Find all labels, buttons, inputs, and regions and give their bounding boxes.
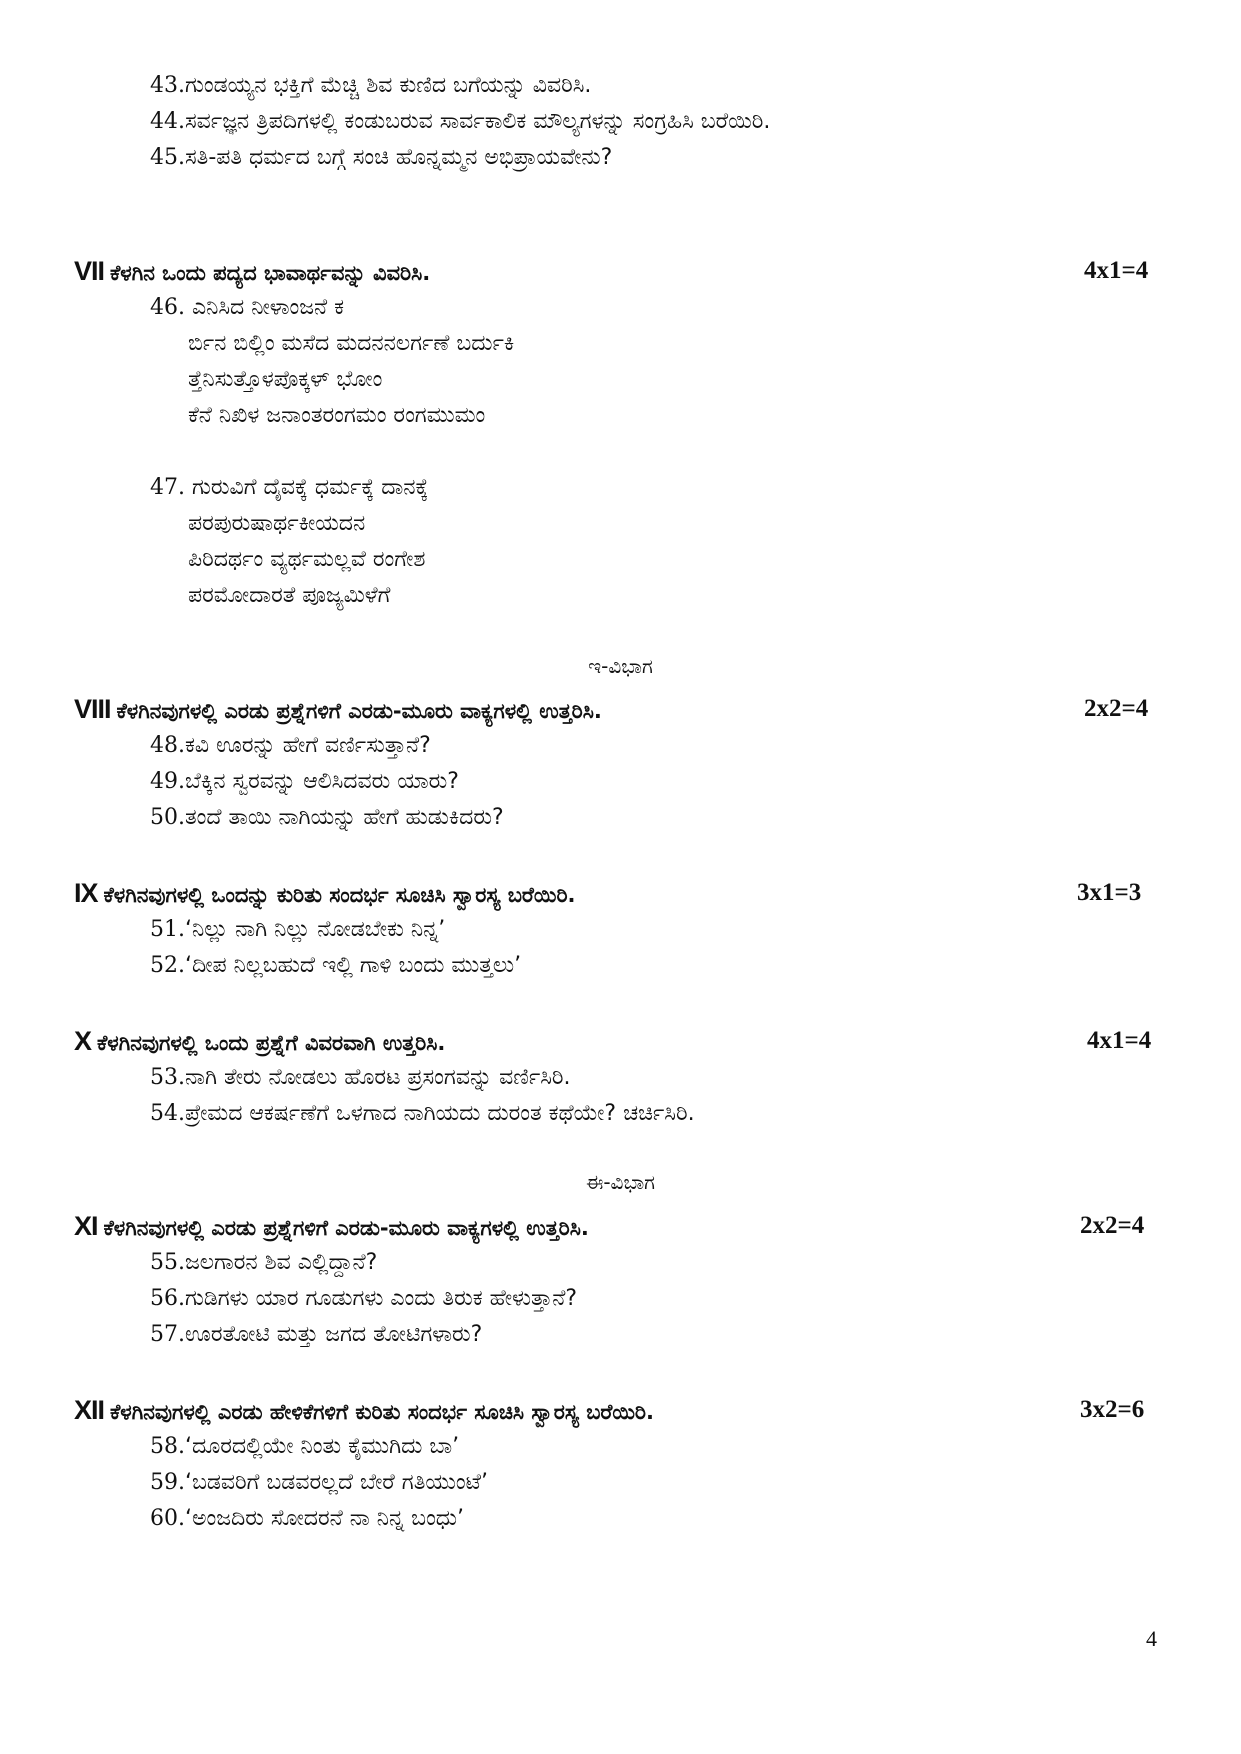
section-roman: XII	[74, 1395, 105, 1425]
question-text: ‘ಬಡವರಿಗೆ ಬಡವರಲ್ಲದೆ ಬೇರೆ ಗತಿಯುಂಟೆ’	[185, 1470, 488, 1495]
section-viii-heading	[74, 693, 602, 727]
section-x-marks: 4x1=4	[1087, 1027, 1152, 1054]
section-divider-i: ಇ-ವಿಭಾಗ	[588, 654, 653, 678]
section-vii-marks: 4x1=4	[1084, 257, 1149, 284]
question-52	[150, 952, 521, 980]
section-xii-heading	[74, 1394, 654, 1428]
question-number: 54.	[150, 1101, 185, 1126]
poem-line: ಗುರುವಿಗೆ ದೈವಕ್ಕೆ ಧರ್ಮಕ್ಕೆ ದಾನಕ್ಕೆ	[192, 475, 429, 500]
question-number: 57.	[150, 1322, 185, 1347]
question-text: ‘ದೂರದಲ್ಲಿಯೇ ನಿಂತು ಕೈಮುಗಿದು ಬಾ’	[185, 1434, 460, 1459]
question-number: 44.	[150, 109, 185, 134]
poem-46-line-3: ತ್ತೆನಿಸುತ್ತೊಳಪೊಕ್ಕಳ್ ಭೋಂ	[188, 367, 383, 392]
question-number: 49.	[150, 769, 185, 794]
question-number: 56.	[150, 1286, 185, 1311]
page-number: 4	[1146, 1626, 1157, 1651]
question-51	[150, 916, 445, 944]
question-number: 43.	[150, 73, 185, 98]
question-text: ಗುಡಿಗಳು ಯಾರ ಗೂಡುಗಳು ಎಂದು ತಿರುಕ ಹೇಳುತ್ತಾನೆ?	[185, 1286, 578, 1311]
poem-47-line-3: ಪಿರಿದರ್ಥಂ ವ್ಯರ್ಥಮಲ್ಲವೆ ರಂಗೇಶ	[188, 547, 426, 572]
section-roman: IX	[74, 878, 98, 908]
section-roman: XI	[74, 1211, 98, 1241]
question-48	[150, 732, 431, 760]
question-number: 47.	[150, 475, 185, 500]
question-45	[150, 144, 612, 172]
question-number: 58.	[150, 1434, 185, 1459]
poem-47-line-1	[150, 474, 428, 502]
question-58	[150, 1433, 459, 1461]
question-text: ಸತಿ-ಪತಿ ಧರ್ಮದ ಬಗ್ಗೆ ಸಂಚಿ ಹೊನ್ನಮ್ಮನ ಅಭಿಪ್ರಾಯವೇನು?	[185, 145, 613, 170]
poem-46-line-4: ಕೆನೆ ನಿಖಿಳ ಜನಾಂತರಂಗಮಂ ರಂಗಮುಮಂ	[188, 403, 486, 428]
section-divider-ee: ಈ-ವಿಭಾಗ	[585, 1170, 656, 1194]
section-x-heading	[74, 1025, 445, 1059]
section-xii-marks: 3x2=6	[1080, 1396, 1145, 1423]
section-roman: X	[74, 1026, 92, 1056]
poem-47-line-4: ಪರಮೋದಾರತೆ ಪೂಜ್ಯಮಿಳೆಗೆ	[188, 583, 391, 608]
question-text: ಊರತೋಟಿ ಮತ್ತು ಜಗದ ತೋಟಿಗಳಾರು?	[185, 1322, 483, 1347]
poem-46-line-1	[150, 294, 344, 322]
section-vii-heading	[74, 255, 430, 289]
section-ix-heading	[74, 877, 576, 911]
question-55	[150, 1249, 377, 1277]
question-number: 48.	[150, 733, 185, 758]
question-text: ‘ನಿಲ್ಲು ನಾಗಿ ನಿಲ್ಲು ನೋಡಬೇಕು ನಿನ್ನ’	[185, 917, 446, 942]
question-56	[150, 1285, 577, 1313]
section-xi-marks: 2x2=4	[1080, 1212, 1145, 1239]
question-text: ತಂದೆ ತಾಯಿ ನಾಗಿಯನ್ನು ಹೇಗೆ ಹುಡುಕಿದರು?	[185, 805, 504, 830]
poem-line: ಎನಿಸಿದ ನೀಳಾಂಜನೆ ಕ	[192, 295, 345, 320]
question-number: 52.	[150, 953, 185, 978]
question-54	[150, 1100, 695, 1128]
section-instruction: ಕೆಳಗಿನವುಗಳಲ್ಲಿ ಎರಡು ಪ್ರಶ್ನೆಗಳಿಗೆ ಎರಡು-ಮೂರು ವಾಕ್ಯಗಳಲ್ಲಿ ಉತ್ತರಿಸಿ.	[103, 1216, 589, 1240]
question-number: 53.	[150, 1065, 185, 1090]
question-number: 55.	[150, 1250, 185, 1275]
section-ix-marks: 3x1=3	[1077, 879, 1142, 906]
section-xi-heading	[74, 1210, 589, 1244]
section-roman: VIII	[74, 694, 111, 724]
question-text: ಸರ್ವಜ್ಞನ ತ್ರಿಪದಿಗಳಲ್ಲಿ ಕಂಡುಬರುವ ಸಾರ್ವಕಾಲಿಕ ಮೌಲ್ಯಗಳನ್ನು ಸಂಗ್ರಹಿಸಿ ಬರೆಯಿರಿ.	[185, 109, 771, 134]
question-number: 51.	[150, 917, 185, 942]
question-text: ನಾಗಿ ತೇರು ನೋಡಲು ಹೊರಟ ಪ್ರಸಂಗವನ್ನು ವರ್ಣಿಸಿರಿ.	[185, 1065, 571, 1090]
question-number: 45.	[150, 145, 185, 170]
question-number: 50.	[150, 805, 185, 830]
question-44	[150, 108, 770, 136]
poem-47-line-2: ಪರಪುರುಷಾರ್ಥಕೀಯದನ	[188, 511, 366, 536]
question-59	[150, 1469, 488, 1497]
section-instruction: ಕೆಳಗಿನವುಗಳಲ್ಲಿ ಒಂದನ್ನು ಕುರಿತು ಸಂದರ್ಭ ಸೂಚಿಸಿ ಸ್ವಾರಸ್ಯ ಬರೆಯಿರಿ.	[103, 883, 576, 907]
section-instruction: ಕೆಳಗಿನವುಗಳಲ್ಲಿ ಎರಡು ಹೇಳಿಕೆಗಳಿಗೆ ಕುರಿತು ಸಂದರ್ಭ ಸೂಚಿಸಿ ಸ್ವಾರಸ್ಯ ಬರೆಯಿರಿ.	[110, 1400, 654, 1424]
section-instruction: ಕೆಳಗಿನವುಗಳಲ್ಲಿ ಎರಡು ಪ್ರಶ್ನೆಗಳಿಗೆ ಎರಡು-ಮೂರು ವಾಕ್ಯಗಳಲ್ಲಿ ಉತ್ತರಿಸಿ.	[116, 699, 602, 723]
question-text: ‘ಅಂಜದಿರು ಸೋದರನೆ ನಾ ನಿನ್ನ ಬಂಧು’	[185, 1506, 465, 1531]
question-text: ಗುಂಡಯ್ಯನ ಭಕ್ತಿಗೆ ಮೆಚ್ಚಿ ಶಿವ ಕುಣಿದ ಬಗೆಯನ್ನು ವಿವರಿಸಿ.	[185, 73, 592, 98]
question-43	[150, 72, 591, 100]
section-roman: VII	[74, 256, 105, 286]
question-text: ಬೆಕ್ಕಿನ ಸ್ವರವನ್ನು ಆಲಿಸಿದವರು ಯಾರು?	[185, 769, 459, 794]
question-text: ‘ದೀಪ ನಿಲ್ಲಬಹುದೆ ಇಲ್ಲಿ ಗಾಳಿ ಬಂದು ಮುತ್ತಲು’	[185, 953, 522, 978]
question-text: ಕವಿ ಊರನ್ನು ಹೇಗೆ ವರ್ಣಿಸುತ್ತಾನೆ?	[185, 733, 431, 758]
question-57	[150, 1321, 482, 1349]
section-instruction: ಕೆಳಗಿನ ಒಂದು ಪದ್ಯದ ಭಾವಾರ್ಥವನ್ನು ವಿವರಿಸಿ.	[110, 261, 431, 285]
question-number: 46.	[150, 295, 185, 320]
question-number: 59.	[150, 1470, 185, 1495]
question-number: 60.	[150, 1506, 185, 1531]
poem-46-line-2: ರ್ಬಿನ ಬಿಲ್ಲಿಂ ಮಸೆದ ಮದನನಲರ್ಗಣೆ ಬರ್ದುಕಿ	[188, 331, 515, 356]
question-60	[150, 1505, 464, 1533]
question-50	[150, 804, 504, 832]
question-text: ಜಲಗಾರನ ಶಿವ ಎಲ್ಲಿದ್ದಾನೆ?	[185, 1250, 378, 1275]
question-49	[150, 768, 459, 796]
section-viii-marks: 2x2=4	[1084, 695, 1149, 722]
question-text: ಪ್ರೇಮದ ಆಕರ್ಷಣೆಗೆ ಒಳಗಾದ ನಾಗಿಯದು ದುರಂತ ಕಥೆಯೇ? ಚರ್ಚಿಸಿರಿ.	[185, 1101, 695, 1126]
question-53	[150, 1064, 571, 1092]
section-instruction: ಕೆಳಗಿನವುಗಳಲ್ಲಿ ಒಂದು ಪ್ರಶ್ನೆಗೆ ವಿವರವಾಗಿ ಉತ್ತರಿಸಿ.	[97, 1031, 446, 1055]
